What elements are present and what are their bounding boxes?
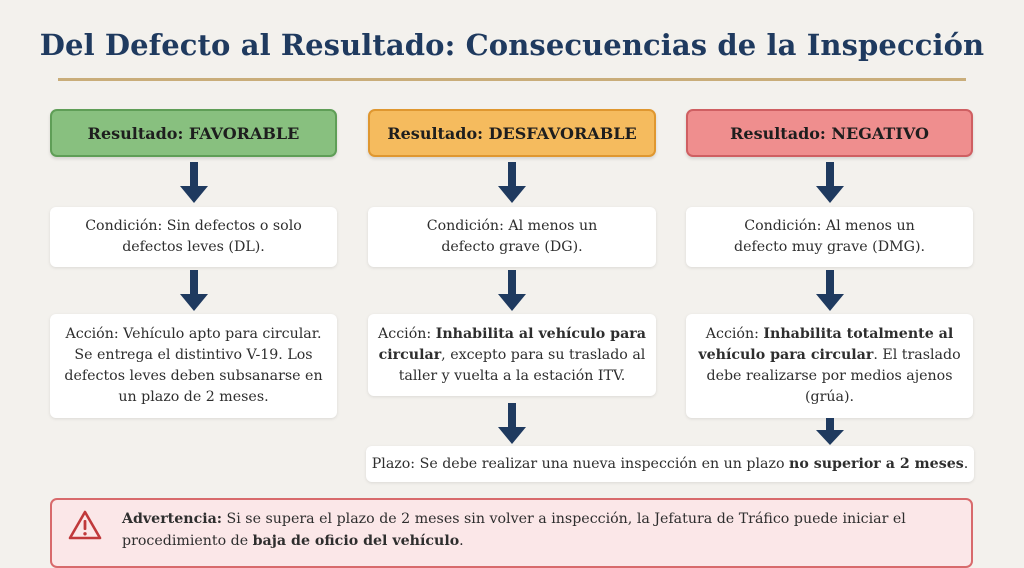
- arrow-down-icon: [497, 270, 527, 312]
- warning-emphasis: baja de oficio del vehículo: [252, 533, 460, 549]
- warning-text-suffix: .: [459, 533, 464, 549]
- warning-label: Advertencia:: [122, 511, 223, 527]
- action-text: [696, 324, 963, 408]
- condition-card-desfavorable: [368, 207, 656, 267]
- plazo-prefix: Plazo: Se debe realizar una nueva inspección en un plazo: [371, 456, 790, 472]
- result-negativo-box: Resultado: NEGATIVO: [686, 109, 973, 157]
- action-card-desfavorable: [368, 314, 656, 396]
- warning-triangle-icon: [68, 509, 102, 541]
- action-prefix: Acción:: [378, 325, 436, 342]
- condition-text: Condición: Sin defectos o solo defectos leves (DL).: [85, 218, 302, 255]
- plazo-suffix: .: [963, 456, 969, 472]
- action-card-favorable: [50, 314, 337, 418]
- arrow-down-icon: [815, 162, 845, 204]
- action-text-plain: Acción: Vehículo apto para circular. Se entrega el distintivo V-19. Los defectos leves deben subsanarse en un plazo de 2 meses.: [64, 326, 323, 405]
- plazo-box: [366, 446, 974, 482]
- warning-box: [50, 498, 973, 568]
- arrow-down-icon: [179, 162, 209, 204]
- plazo-text: [372, 456, 968, 472]
- result-desfavorable-box: Resultado: DESFAVORABLE: [368, 109, 656, 157]
- condition-text: Condición: Al menos un defecto grave (DG).: [426, 218, 598, 255]
- title-divider: [58, 78, 966, 81]
- action-emphasis: Inhabilita totalmente al vehículo para circular: [698, 326, 954, 363]
- action-text: [60, 324, 327, 408]
- action-card-negativo: [686, 314, 973, 418]
- action-suffix: , excepto para su traslado al taller y vuelta a la estación ITV.: [398, 346, 646, 384]
- action-text: [378, 324, 646, 387]
- arrow-down-icon: [497, 403, 527, 445]
- condition-card-favorable: [50, 207, 337, 267]
- action-emphasis: Inhabilita al vehículo para circular: [378, 325, 646, 363]
- condition-text: Condición: Al menos un defecto muy grave (DMG).: [734, 218, 925, 255]
- arrow-down-icon: [179, 270, 209, 312]
- plazo-emphasis: no superior a 2 meses: [789, 456, 964, 472]
- result-favorable-box: Resultado: FAVORABLE: [50, 109, 337, 157]
- action-suffix: . El traslado debe realizarse por medios ajenos (grúa).: [706, 347, 961, 405]
- warning-text-prefix: Si se supera el plazo de 2 meses sin volver a inspección, la Jefatura de Tráfico puede iniciar el procedimiento de: [122, 511, 906, 549]
- arrow-down-icon: [815, 270, 845, 312]
- arrow-down-icon: [815, 418, 845, 446]
- arrow-down-icon: [497, 162, 527, 204]
- condition-card-negativo: [686, 207, 973, 267]
- page-title: Del Defecto al Resultado: Consecuencias de la Inspección: [39, 28, 985, 62]
- action-prefix: Acción:: [705, 326, 764, 342]
- warning-text: [122, 508, 959, 552]
